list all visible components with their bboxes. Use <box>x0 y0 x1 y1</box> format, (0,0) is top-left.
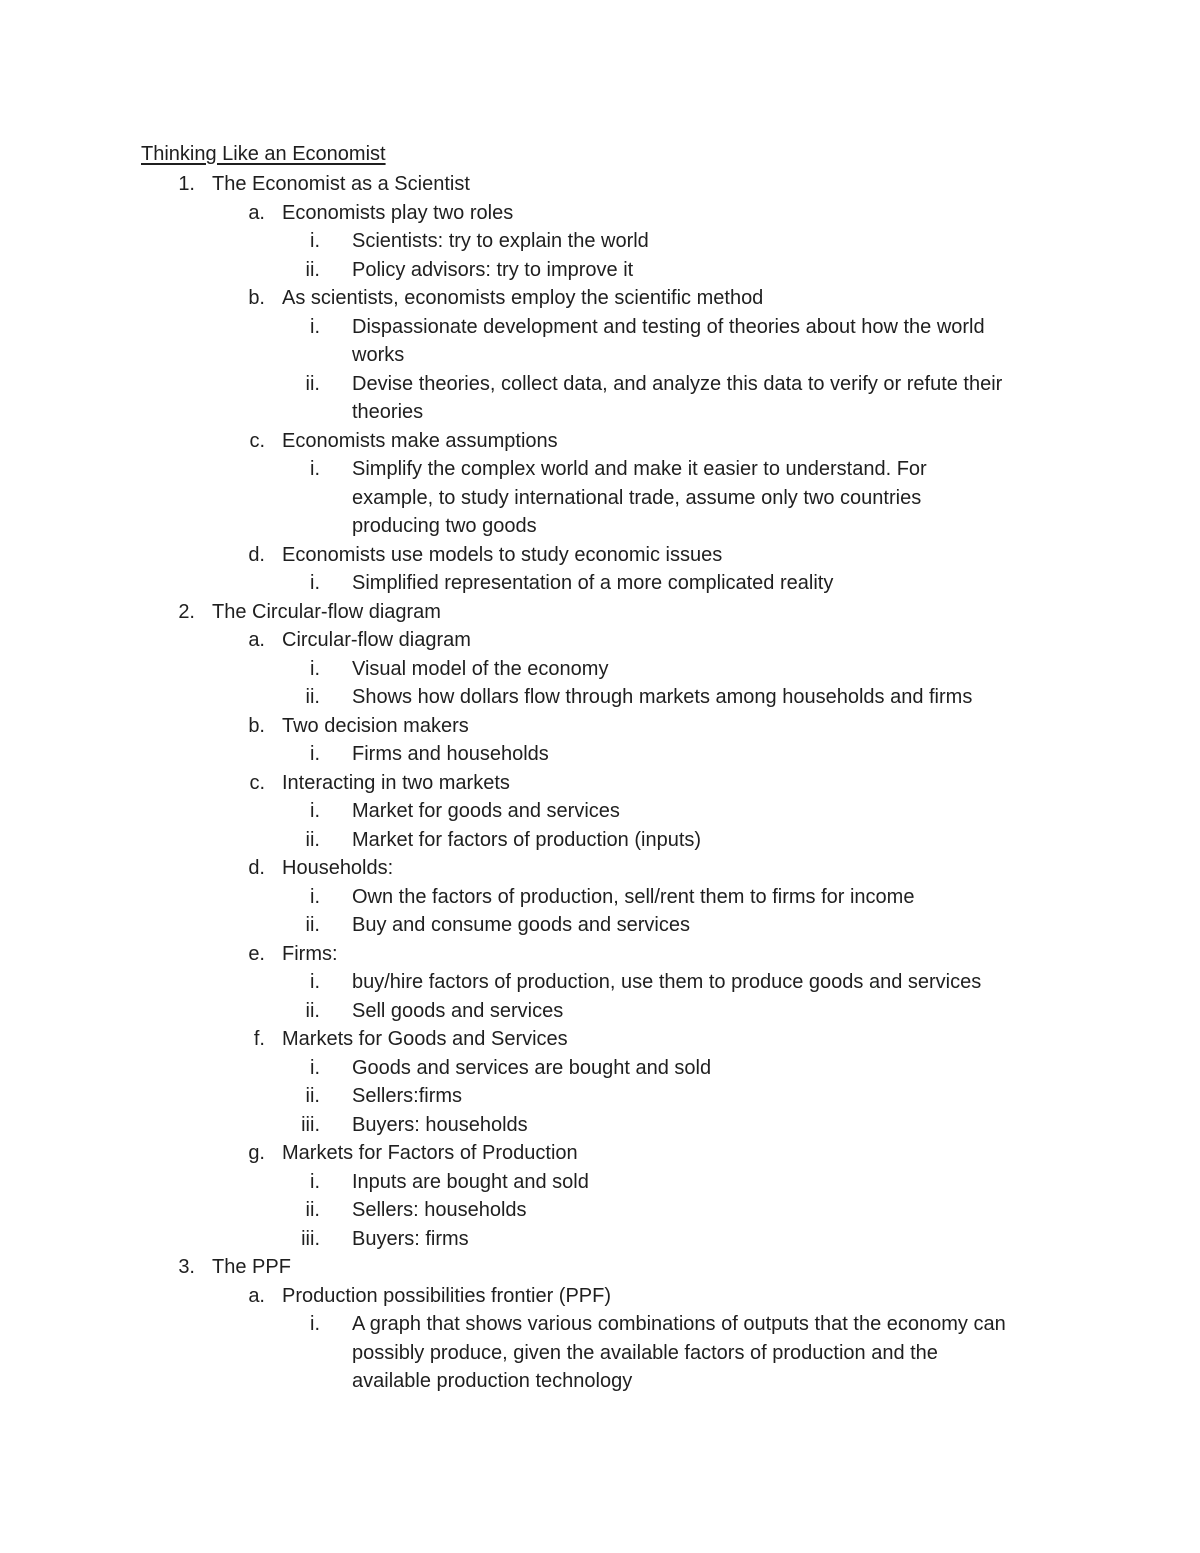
list-item-text: Policy advisors: try to improve it <box>352 258 634 281</box>
list-marker: e. <box>248 942 265 965</box>
point-item <box>0 227 1200 256</box>
list-marker: ii. <box>305 914 320 936</box>
list-marker: f. <box>253 1028 265 1050</box>
list-item-text: Buy and consume goods and services <box>352 914 690 936</box>
document-title: Thinking Like an Economist <box>141 143 386 165</box>
list-item-text: Economists play two roles <box>282 201 514 224</box>
list-item-text: The PPF <box>212 1256 291 1278</box>
list-item-text: Buyers: households <box>352 1113 528 1136</box>
subsection-item <box>0 199 1200 228</box>
list-marker: a. <box>248 1284 265 1307</box>
list-marker: 2. <box>178 600 195 623</box>
list-marker: i. <box>310 315 320 338</box>
list-item-text: example, to study international trade, assume only two countries <box>352 486 922 509</box>
subsection-item <box>0 626 1200 655</box>
point-item <box>0 1168 1200 1197</box>
list-item-continuation <box>0 341 1200 370</box>
list-item-continuation <box>0 1367 1200 1396</box>
list-item-text: Own the factors of production, sell/rent them to firms for income <box>352 885 915 908</box>
point-item <box>0 370 1200 399</box>
list-marker: ii. <box>305 1199 320 1221</box>
list-item-text: Buyers: firms <box>352 1227 469 1250</box>
subsection-item <box>0 1139 1200 1168</box>
point-item <box>0 313 1200 342</box>
list-item-text: The Economist as a Scientist <box>212 173 470 195</box>
list-item-text: producing two goods <box>352 515 537 537</box>
point-item <box>0 911 1200 940</box>
list-marker: i. <box>310 743 320 765</box>
section-item <box>0 598 1200 627</box>
list-marker: i. <box>310 885 320 908</box>
subsection-item <box>0 854 1200 883</box>
list-marker: g. <box>248 1142 265 1164</box>
subsection-item <box>0 769 1200 798</box>
list-item-continuation <box>0 398 1200 427</box>
list-item-continuation <box>0 1339 1200 1368</box>
point-item <box>0 1196 1200 1225</box>
list-marker: i. <box>310 800 320 822</box>
list-marker: i. <box>310 572 320 594</box>
list-item-text: Dispassionate development and testing of theories about how the world <box>352 315 985 338</box>
point-item <box>0 797 1200 826</box>
list-item-text: Visual model of the economy <box>352 657 609 680</box>
list-marker: i. <box>310 230 320 252</box>
list-item-text: Households: <box>282 857 394 879</box>
list-marker: c. <box>249 771 265 794</box>
list-marker: i. <box>310 458 320 480</box>
list-marker: ii. <box>305 828 320 851</box>
list-item-text: available production technology <box>352 1370 633 1392</box>
list-item-text: possibly produce, given the available factors of production and the <box>352 1341 938 1364</box>
list-marker: a. <box>248 201 265 224</box>
list-marker: i. <box>310 1313 320 1335</box>
list-marker: 3. <box>178 1256 195 1278</box>
list-item-text: The Circular-flow diagram <box>212 600 441 623</box>
list-marker: b. <box>248 714 265 737</box>
outline-list <box>0 170 1200 1396</box>
point-item <box>0 1082 1200 1111</box>
list-item-text: Firms and households <box>352 743 549 765</box>
list-item-text: Sell goods and services <box>352 999 564 1022</box>
list-item-text: theories <box>352 401 424 423</box>
point-item <box>0 1310 1200 1339</box>
list-item-text: Goods and services are bought and sold <box>352 1056 712 1079</box>
subsection-item <box>0 427 1200 456</box>
point-item <box>0 1225 1200 1254</box>
list-marker: iii. <box>301 1113 320 1136</box>
point-item <box>0 455 1200 484</box>
point-item <box>0 655 1200 684</box>
point-item <box>0 683 1200 712</box>
list-item-text: Devise theories, collect data, and analyze this data to verify or refute their <box>352 372 1003 395</box>
list-item-text: Simplified representation of a more complicated reality <box>352 572 834 594</box>
list-marker: i. <box>310 971 320 993</box>
point-item <box>0 997 1200 1026</box>
list-marker: i. <box>310 657 320 680</box>
list-marker: b. <box>248 287 265 309</box>
list-item-text: Economists make assumptions <box>282 429 558 452</box>
list-item-text: Firms: <box>282 942 338 965</box>
subsection-item <box>0 1025 1200 1054</box>
subsection-item <box>0 541 1200 570</box>
list-marker: c. <box>249 429 265 452</box>
point-item <box>0 883 1200 912</box>
list-marker: i. <box>310 1170 320 1193</box>
list-item-text: Scientists: try to explain the world <box>352 230 649 252</box>
point-item <box>0 740 1200 769</box>
point-item <box>0 1111 1200 1140</box>
list-item-continuation <box>0 484 1200 513</box>
list-item-text: Circular-flow diagram <box>282 629 471 651</box>
list-marker: ii. <box>305 1085 320 1107</box>
point-item <box>0 569 1200 598</box>
list-item-text: Two decision makers <box>282 714 469 737</box>
list-item-continuation <box>0 512 1200 541</box>
section-item <box>0 170 1200 199</box>
point-item <box>0 256 1200 285</box>
section-item <box>0 1253 1200 1282</box>
list-marker: d. <box>248 543 265 566</box>
subsection-item <box>0 940 1200 969</box>
point-item <box>0 968 1200 997</box>
list-item-text: A graph that shows various combinations of outputs that the economy can <box>352 1313 1006 1335</box>
list-marker: ii. <box>305 686 320 708</box>
list-item-text: Markets for Goods and Services <box>282 1028 568 1050</box>
list-item-text: Market for goods and services <box>352 800 620 822</box>
list-marker: ii. <box>305 999 320 1022</box>
subsection-item <box>0 1282 1200 1311</box>
subsection-item <box>0 712 1200 741</box>
list-marker: ii. <box>305 372 320 395</box>
list-item-text: Sellers: households <box>352 1199 527 1221</box>
list-item-text: Markets for Factors of Production <box>282 1142 578 1164</box>
list-marker: d. <box>248 857 265 879</box>
list-item-text: Market for factors of production (inputs) <box>352 828 702 851</box>
list-item-text: Interacting in two markets <box>282 771 510 794</box>
list-item-text: buy/hire factors of production, use them to produce goods and services <box>352 971 982 993</box>
list-item-text: Shows how dollars flow through markets among households and firms <box>352 686 973 708</box>
list-item-text: Economists use models to study economic issues <box>282 543 723 566</box>
list-marker: ii. <box>305 258 320 281</box>
subsection-item <box>0 284 1200 313</box>
list-item-text: As scientists, economists employ the scientific method <box>282 287 764 309</box>
list-item-text: Sellers:firms <box>352 1085 463 1107</box>
list-item-text: Simplify the complex world and make it easier to understand. For <box>352 458 927 480</box>
list-marker: i. <box>310 1056 320 1079</box>
point-item <box>0 1054 1200 1083</box>
list-item-text: Production possibilities frontier (PPF) <box>282 1284 612 1307</box>
list-item-text: Inputs are bought and sold <box>352 1170 589 1193</box>
list-item-text: works <box>352 344 405 366</box>
list-marker: a. <box>248 629 265 651</box>
list-marker: 1. <box>178 173 195 195</box>
point-item <box>0 826 1200 855</box>
list-marker: iii. <box>301 1227 320 1250</box>
